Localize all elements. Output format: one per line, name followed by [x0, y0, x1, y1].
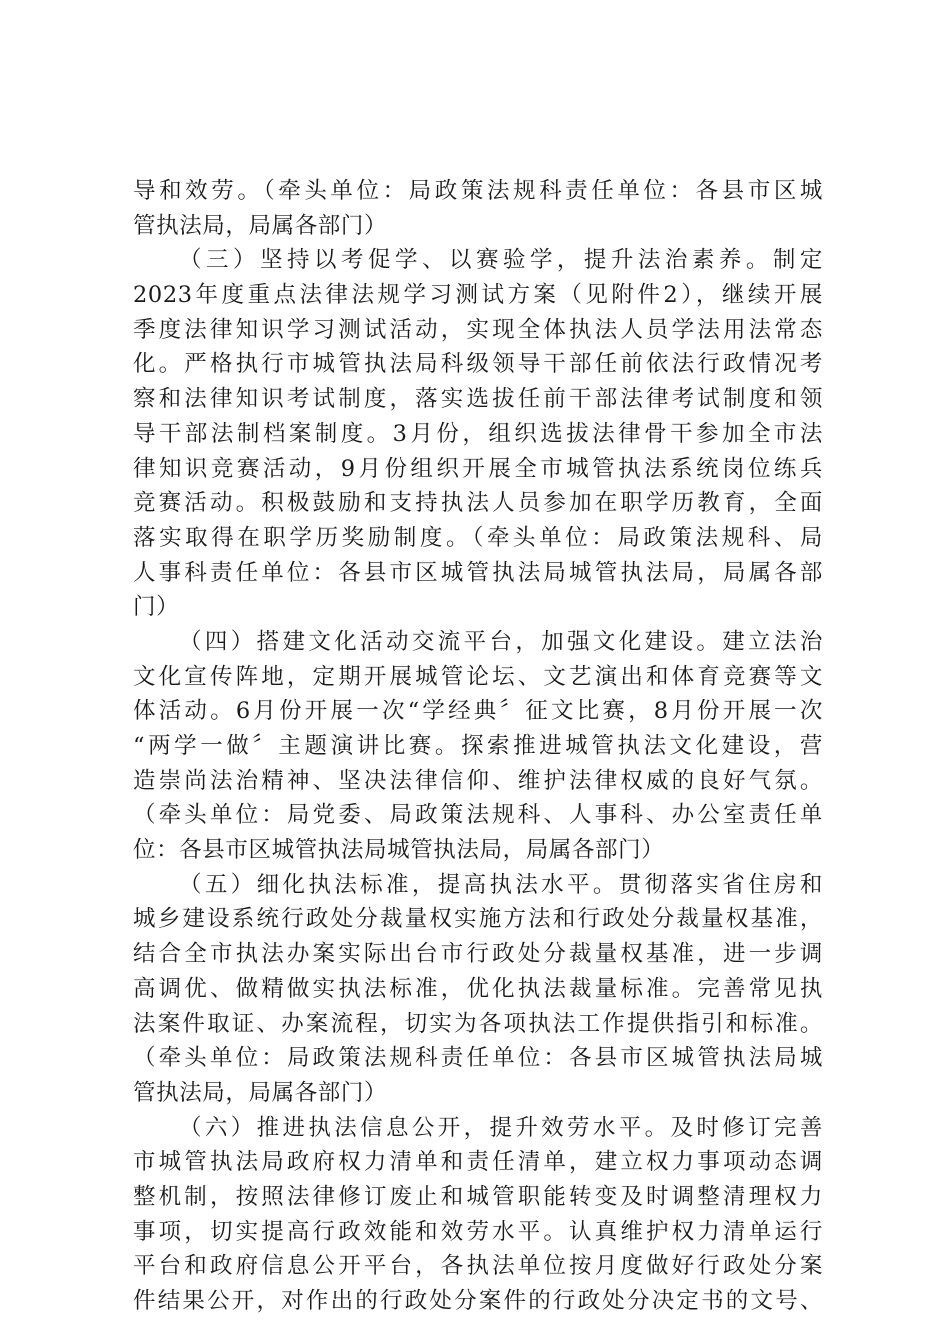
text-line: 季度法律知识学习测试活动，实现全体执法人员学法用法常态 [133, 316, 823, 343]
text-line: 导干部法制档案制度。3月份，组织选拔法律骨干参加全市法 [133, 420, 823, 447]
text-line: 城乡建设系统行政处分裁量权实施方法和行政处分裁量权基准， [133, 906, 823, 933]
text-line: 整机制，按照法律修订废止和城管职能转变及时调整清理权力 [133, 1183, 823, 1210]
text-line: 落实取得在职学历奖励制度。（牵头单位：局政策法规科、局 [133, 524, 823, 551]
text-line: （牵头单位：局政策法规科责任单位：各县市区城管执法局城 [133, 1045, 823, 1072]
text-line: （牵头单位：局党委、局政策法规科、人事科、办公室责任单 [133, 802, 823, 829]
text-line: 文化宣传阵地，定期开展城管论坛、文艺演出和体育竞赛等文 [133, 663, 823, 690]
text-line: 件结果公开，对作出的行政处分案件的行政处分决定书的文号、 [133, 1288, 823, 1314]
text-line: 竞赛活动。积极鼓励和支持执法人员参加在职学历教育，全面 [133, 490, 823, 517]
text-line: 化。严格执行市城管执法局科级领导干部任前依法行政情况考 [133, 351, 823, 378]
text-line: 市城管执法局政府权力清单和责任清单，建立权力事项动态调 [133, 1149, 823, 1176]
text-line: 事项，切实提高行政效能和效劳水平。认真维护权力清单运行 [133, 1218, 823, 1245]
text-line: 体活动。6月份开展一次“学经典〞征文比赛，8月份开展一次 [133, 698, 823, 725]
text-line: 法案件取证、办案流程，切实为各项执法工作提供指引和标准。 [133, 1010, 823, 1037]
text-line: “两学一做〞主题演讲比赛。探索推进城管执法文化建设，营 [133, 733, 823, 759]
text-line: 2023年度重点法律法规学习测试方案（见附件2），继续开展 [133, 282, 823, 309]
text-line: 管执法局，局属各部门） [133, 1079, 388, 1106]
text-line: 造崇尚法治精神、坚决法律信仰、维护法律权威的良好气氛。 [133, 767, 823, 794]
text-line: 人事科责任单位：各县市区城管执法局城管执法局，局属各部 [133, 559, 823, 586]
text-line: 察和法律知识考试制度，落实选拔任前干部法律考试制度和领 [133, 386, 823, 413]
text-line: 位：各县市区城管执法局城管执法局，局属各部门） [133, 837, 665, 864]
text-line: 高调优、做精做实执法标准，优化执法裁量标准。完善常见执 [133, 975, 823, 1002]
text-line: （四）搭建文化活动交流平台，加强文化建设。建立法治 [179, 628, 823, 655]
text-line: 管执法局，局属各部门） [133, 212, 388, 239]
text-line: （五）细化执法标准，提高执法水平。贯彻落实省住房和 [179, 871, 823, 898]
body-text [133, 174, 823, 1319]
text-line: （三）坚持以考促学、以赛验学，提升法治素养。制定 [179, 247, 823, 274]
text-line: （六）推进执法信息公开，提升效劳水平。及时修订完善 [179, 1114, 823, 1141]
text-line: 结合全市执法办案实际出台市行政处分裁量权基准，进一步调 [133, 941, 823, 968]
text-line: 平台和政府信息公开平台，各执法单位按月度做好行政处分案 [133, 1253, 823, 1280]
text-line: 律知识竞赛活动，9月份组织开展全市城管执法系统岗位练兵 [133, 455, 823, 482]
text-line: 导和效劳。（牵头单位：局政策法规科责任单位：各县市区城 [133, 178, 823, 204]
text-line: 门） [133, 594, 180, 621]
